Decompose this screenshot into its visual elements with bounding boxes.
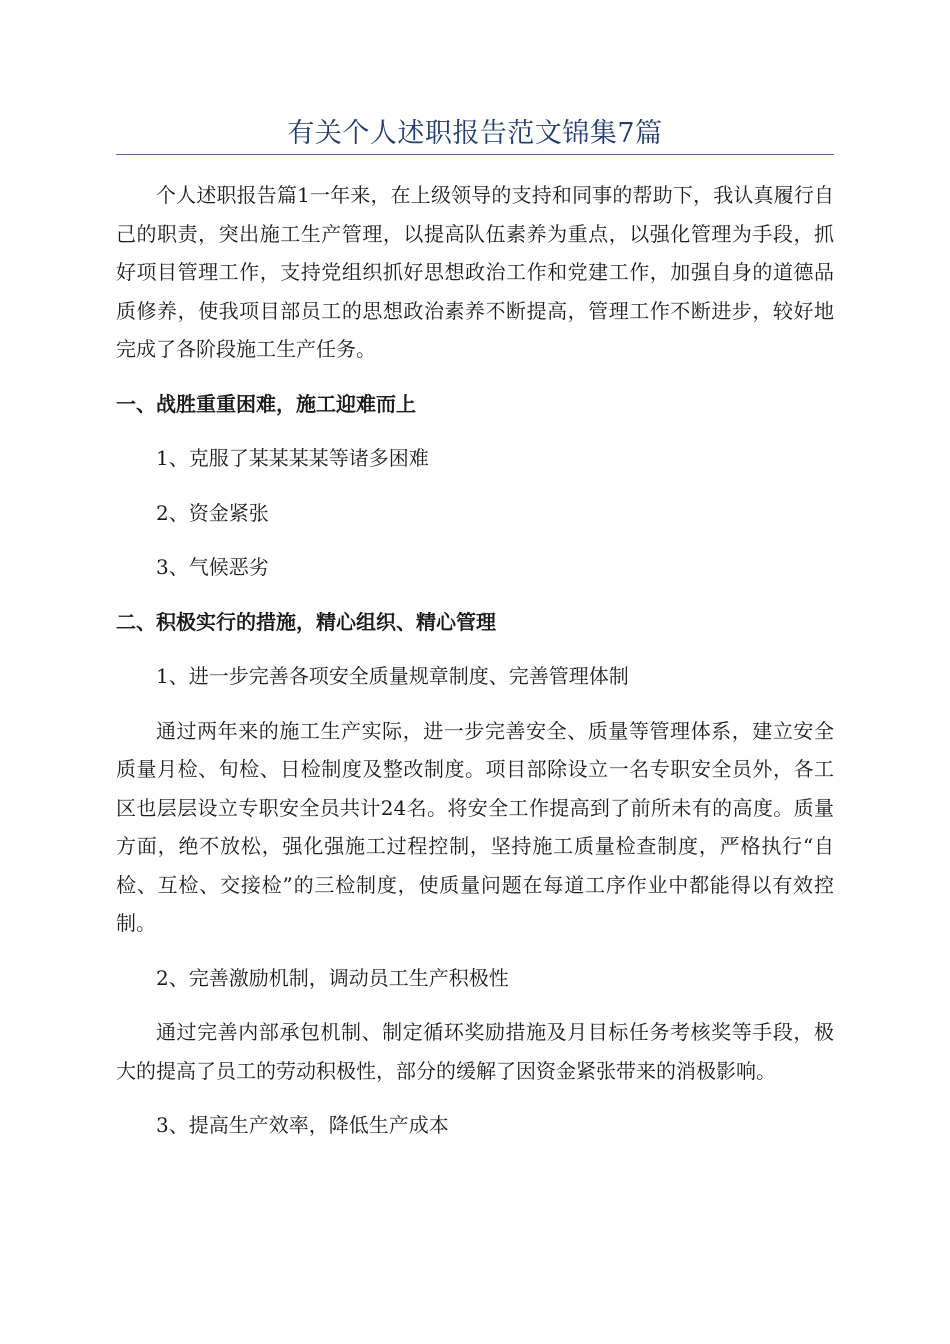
paragraph: 个人述职报告篇1一年来，在上级领导的支持和同事的帮助下，我认真履行自己的职责，突出施工生产管理，以提高队伍素养为重点，以强化管理为手段，抓好项目管理工作，支持党组织抓好思想政治工作和党建工作，加强自身的道德品质修养，使我项目部员工的思想政治素养不断提高，管理工作不断进步，较好地完成了各阶段施工生产任务。 — [116, 183, 834, 361]
list-item: 2、资金紧张 — [156, 500, 269, 525]
title-underline — [116, 154, 834, 155]
paragraph: 通过两年来的施工生产实际，进一步完善安全、质量等管理体系，建立安全质量月检、旬检、日检制度及整改制度。项目部除设立一名专职安全员外，各工区也层层设立专职安全员共计24名。将安全工作提高到了前所未有的高度。质量方面，绝不放松，强化强施工过程控制，坚持施工质量检查制度，严格执行“自检、互检、交接检”的三检制度，使质量问题在每道工序作业中都能得以有效控制。 — [116, 718, 834, 935]
list-item: 2、完善激励机制，调动员工生产积极性 — [156, 965, 509, 990]
section-heading: 二、积极实行的措施，精心组织、精心管理 — [116, 609, 496, 634]
list-item: 1、克服了某某某某等诸多困难 — [156, 446, 429, 470]
document-title: 有关个人述职报告范文锦集7篇 — [287, 118, 663, 149]
paragraph: 通过完善内部承包机制、制定循环奖励措施及月目标任务考核奖等手段，极大的提高了员工的劳动积极性，部分的缓解了因资金紧张带来的消极影响。 — [116, 1020, 834, 1083]
document-body — [116, 176, 834, 1145]
section-heading: 一、战胜重重困难，施工迎难而上 — [116, 391, 416, 416]
list-item: 3、气候恶劣 — [156, 555, 269, 579]
list-item: 1、进一步完善各项安全质量规章制度、完善管理体制 — [156, 664, 629, 688]
list-item: 3、提高生产效率，降低生产成本 — [156, 1113, 449, 1137]
